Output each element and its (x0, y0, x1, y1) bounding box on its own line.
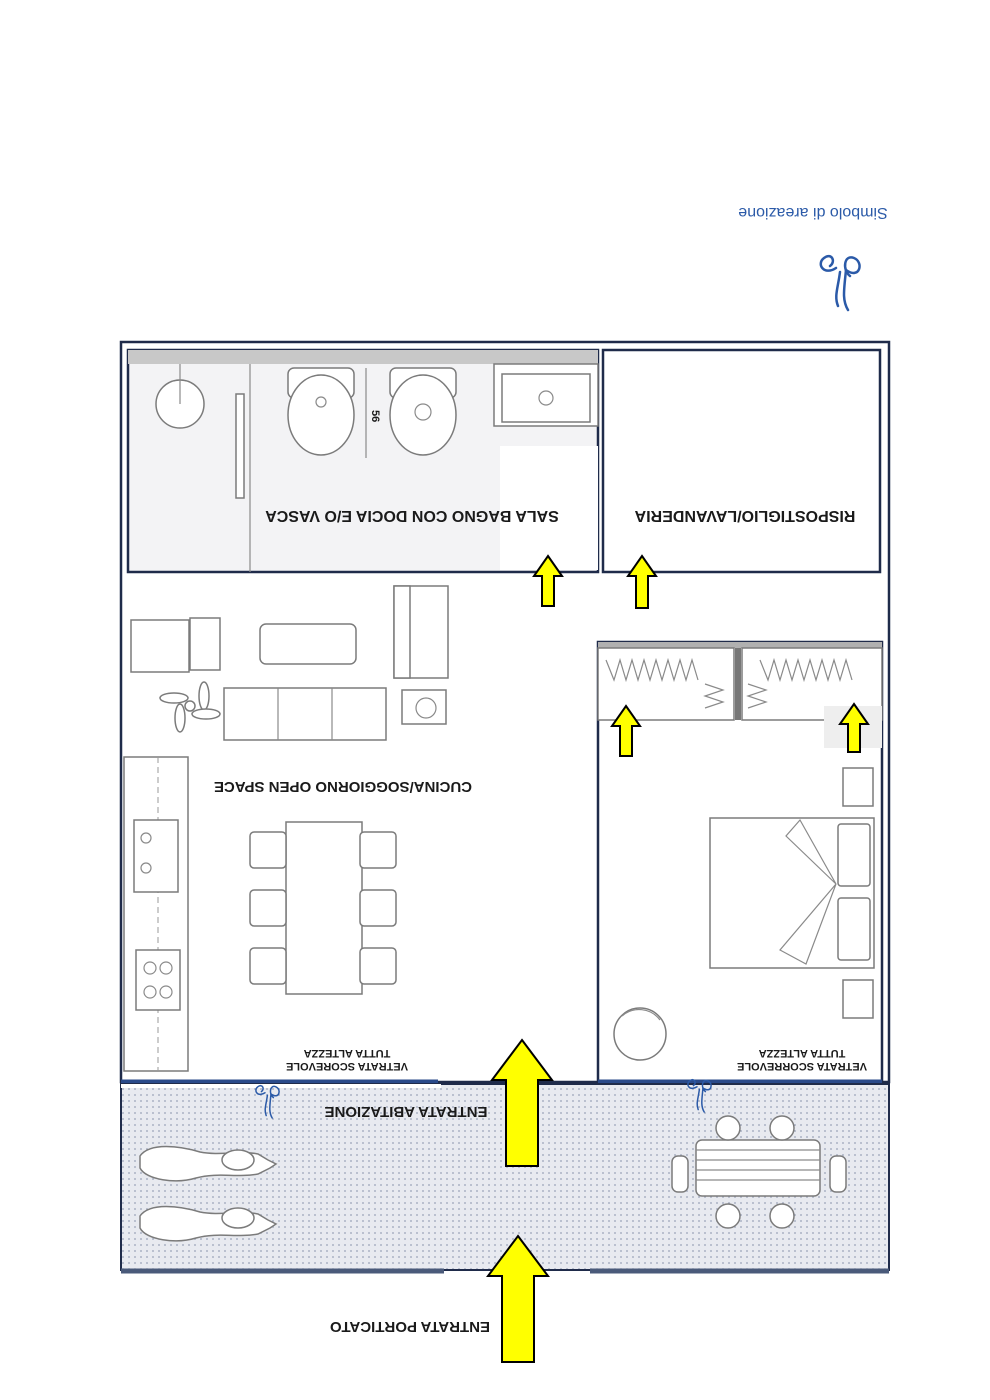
dimension-label: 56 (369, 410, 381, 423)
living-label: CUCINA/SOGGIORNO OPEN SPACE (213, 778, 473, 795)
ceiling-fan (160, 682, 220, 732)
legend-label: Simbolo di areazione (738, 204, 888, 221)
sofa (224, 688, 386, 740)
dining-table (250, 822, 396, 994)
glazing-right-line2: TUTTA ALTEZZA (758, 1047, 846, 1059)
toilet (390, 368, 456, 455)
armchair (614, 1008, 666, 1060)
sink (494, 364, 598, 426)
living-kitchen (121, 586, 472, 1082)
glazing-right-line1: VETRATA SCORREVOLE (737, 1060, 867, 1072)
storage-label: RISPOSTIGLIO/LAVANDERIA (634, 507, 856, 524)
house-entrance-label: ENTRATA ABITAZIONE (324, 1103, 488, 1120)
glazing-left-line2: TUTTA ALTEZZA (303, 1047, 391, 1059)
bathroom (128, 350, 598, 572)
storage-room (603, 350, 880, 572)
bathroom-label: SALA BAGNO CON DOCIA E/O VASCA (265, 507, 559, 524)
bedroom (598, 642, 882, 1082)
legend (738, 204, 888, 310)
bidet (288, 368, 354, 455)
kitchen-counter (124, 757, 188, 1071)
double-bed (710, 818, 874, 968)
ventilation-icon (821, 256, 860, 310)
porch-entrance-label: ENTRATA PORTICATO (330, 1318, 490, 1335)
glazing-left-line1: VETRATA SCOREVOLE (285, 1060, 409, 1072)
